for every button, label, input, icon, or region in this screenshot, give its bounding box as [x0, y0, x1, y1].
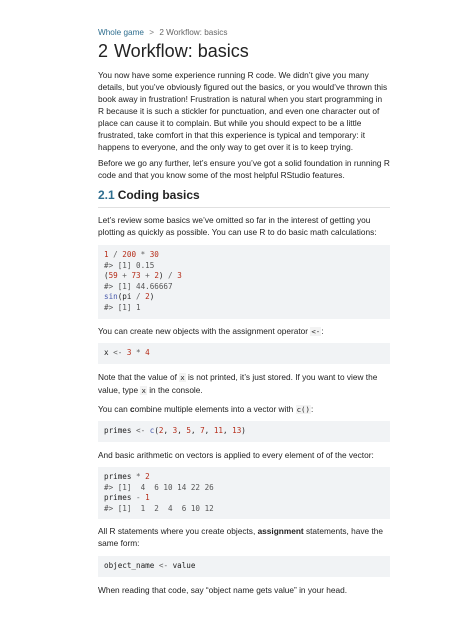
- text-fragment: All R statements where you create objects,: [98, 526, 258, 536]
- code-token-op: *: [136, 250, 150, 259]
- code-line: [104, 250, 384, 261]
- code-token-plain: primes: [104, 426, 137, 435]
- code-token-op: /: [136, 292, 146, 302]
- section-paragraph-2: [98, 325, 390, 338]
- breadcrumb-separator: >: [149, 28, 155, 37]
- code-token-op: -: [136, 493, 146, 503]
- breadcrumb-link-whole-game[interactable]: Whole game: [98, 28, 144, 37]
- breadcrumb-current: 2 Workflow: basics: [159, 28, 228, 37]
- page-title: [98, 40, 249, 62]
- code-token-op: +: [140, 271, 155, 281]
- code-line: [104, 561, 384, 572]
- code-token-plain: primes: [104, 493, 137, 503]
- code-block-vector-arithmetic[interactable]: [98, 467, 390, 519]
- code-token-out: #> [1] 4 6 10 14 22 26: [104, 482, 214, 492]
- section-paragraph-7: When reading that code, say “object name gets value” in your head.: [98, 585, 348, 595]
- code-token-op: /: [108, 250, 123, 259]
- code-line: [104, 282, 384, 293]
- code-token-op: /: [163, 271, 178, 281]
- code-token-plain: value: [172, 561, 196, 570]
- inline-code-x: x: [141, 386, 146, 396]
- code-token-plain: ,: [177, 426, 187, 435]
- code-token-num: 2: [158, 426, 164, 435]
- inline-code-x: x: [180, 373, 185, 382]
- code-line: [104, 472, 384, 483]
- code-line: [104, 303, 384, 314]
- code-line: [104, 426, 384, 437]
- text-fragment: You can: [98, 404, 130, 414]
- inline-code-c-function: c(): [296, 405, 310, 414]
- code-token-num: 2: [145, 472, 150, 481]
- code-token-op: <-: [136, 426, 150, 435]
- code-token-op: +: [117, 271, 132, 281]
- code-block-math[interactable]: [98, 245, 390, 319]
- code-token-num: 200: [122, 250, 137, 259]
- code-token-num: 30: [149, 250, 159, 259]
- code-block-assign[interactable]: [98, 343, 390, 364]
- code-token-fn: sin: [104, 292, 118, 302]
- code-token-num: 3: [172, 426, 178, 435]
- code-token-num: 1: [104, 250, 109, 259]
- code-token-num: 4: [145, 348, 150, 357]
- code-block-object-name[interactable]: [98, 556, 390, 577]
- code-token-out: #> [1] 44.66667: [104, 281, 173, 291]
- section-divider: [98, 207, 390, 208]
- code-line: [104, 261, 384, 272]
- code-token-plain: object_name: [104, 561, 159, 570]
- section-title: Coding basics: [117, 188, 200, 202]
- code-line: [104, 292, 384, 303]
- chapter-number: 2: [98, 41, 109, 61]
- code-token-plain: ): [149, 292, 155, 302]
- code-token-num: 59: [108, 271, 118, 281]
- text-fragment: :: [310, 404, 314, 414]
- code-token-out: #> [1] 1 2 4 6 10 12: [104, 503, 214, 513]
- code-line: [104, 348, 384, 359]
- code-token-plain: (pi: [117, 292, 137, 302]
- text-fragment: in the console.: [146, 385, 203, 396]
- inline-code-assign: <-: [311, 327, 321, 336]
- code-token-out: #> [1] 1: [104, 302, 141, 312]
- code-token-num: 1: [145, 493, 150, 503]
- section-paragraph-4: [98, 403, 390, 416]
- code-block-primes[interactable]: [98, 421, 390, 442]
- code-token-plain: ,: [222, 426, 233, 435]
- code-token-plain: primes: [104, 472, 137, 481]
- code-token-num: 2: [154, 271, 159, 281]
- code-token-plain: ,: [190, 426, 201, 435]
- bold-assignment: assignment: [257, 526, 304, 536]
- text-fragment: ombine multiple elements into a vector with: [134, 404, 296, 414]
- text-fragment: :: [321, 326, 324, 336]
- section-paragraph-1: Let’s review some basics we’ve omitted so far in the interest of getting you plotting as quickly as possible. You can use R to do basic math calculations:: [98, 215, 377, 238]
- section-paragraph-3: [98, 371, 390, 397]
- breadcrumb: [98, 28, 227, 37]
- code-token-op: *: [131, 348, 146, 357]
- code-token-plain: (: [104, 271, 109, 281]
- code-token-num: 13: [232, 426, 242, 435]
- code-line: [104, 504, 384, 515]
- code-token-plain: (: [154, 426, 159, 435]
- text-fragment: statements, have the same form:: [98, 526, 383, 549]
- code-token-num: 7: [200, 426, 205, 435]
- section-number: 2.1: [98, 188, 115, 202]
- code-token-plain: ,: [163, 426, 173, 435]
- code-line: [104, 271, 384, 282]
- section-heading: [98, 187, 390, 203]
- intro-paragraph-1: You now have some experience running R code. We didn’t give you many details, but you’ve obviously figured out the basics, or you would’ve thrown this book away in frustration! Frustration is natural when you start programming in R because it is such a stickler for punctuation, and even one character out of place can cause it to complain. But while you should expect to be a little frustrated, take comfort in that this experience is typical and temporary: it happens to everyone, and the only way to get over it is to keep trying.: [98, 70, 388, 153]
- intro-paragraph-2: Before we go any further, let’s ensure you’ve got a solid foundation in running R code and that you know some of the most helpful RStudio features.: [98, 158, 390, 181]
- chapter-title: Workflow: basics: [114, 41, 249, 61]
- code-token-num: 3: [126, 348, 132, 357]
- code-token-num: 73: [131, 271, 141, 281]
- code-line: [104, 483, 384, 494]
- code-token-plain: x: [104, 348, 114, 357]
- code-token-plain: ,: [204, 426, 214, 435]
- code-line: [104, 493, 384, 504]
- bold-c: c: [130, 404, 135, 414]
- code-token-out: #> [1] 0.15: [104, 260, 155, 270]
- code-token-op: <-: [158, 561, 173, 570]
- code-token-op: *: [136, 472, 146, 481]
- text-fragment: You can create new objects with the assignment operator: [98, 326, 311, 336]
- code-token-fn: c: [149, 426, 155, 435]
- text-fragment: Note that the value of: [98, 372, 180, 382]
- code-token-plain: ): [158, 271, 164, 281]
- code-token-num: 2: [145, 292, 150, 302]
- section-paragraph-5: And basic arithmetic on vectors is applied to every element of of the vector:: [98, 450, 374, 460]
- code-token-op: <-: [113, 348, 127, 357]
- code-token-num: 3: [177, 271, 182, 281]
- section-paragraph-6: [98, 525, 390, 549]
- code-token-num: 11: [213, 426, 223, 435]
- code-token-plain: ): [241, 426, 246, 435]
- text-fragment: is not printed, it’s just stored. If you want to view the value, type: [98, 372, 378, 396]
- code-token-num: 5: [186, 426, 191, 435]
